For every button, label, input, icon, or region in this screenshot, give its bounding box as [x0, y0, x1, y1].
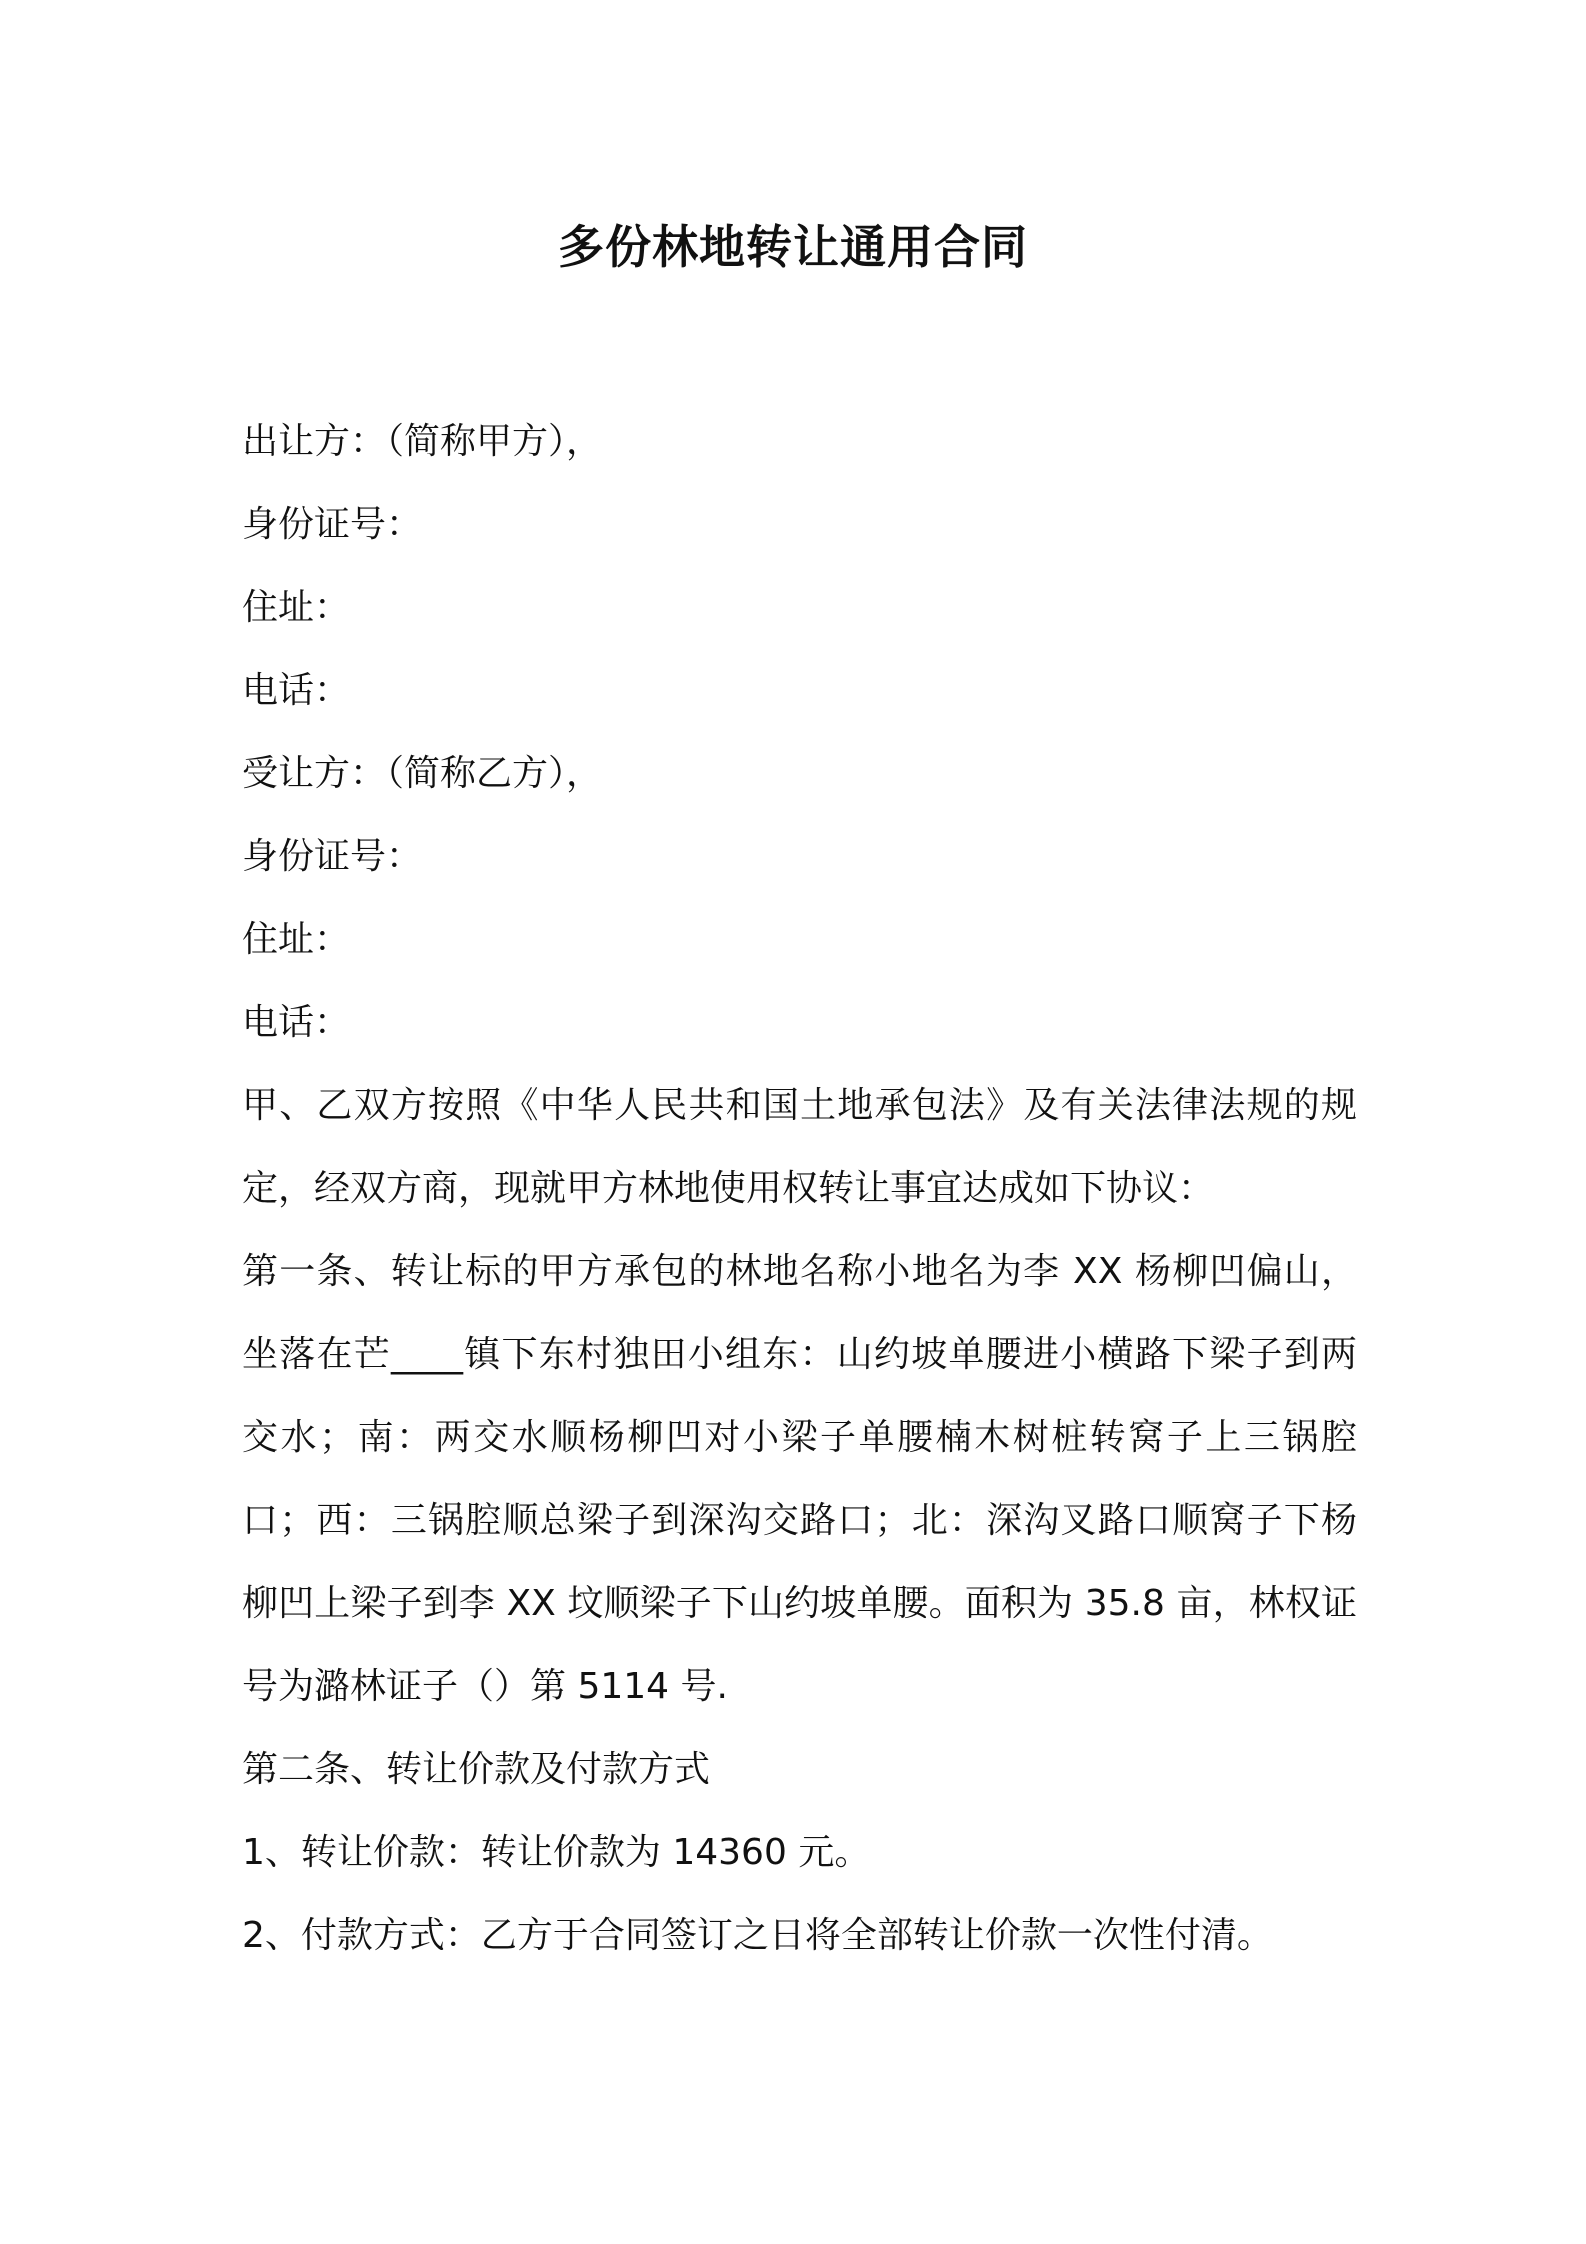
document-title: 多份林地转让通用合同: [558, 220, 1028, 274]
article-2-heading: 第二条、转让价款及付款方式: [242, 1749, 711, 1790]
transferor-line: 出让方：（简称甲方），: [242, 421, 603, 462]
intro-paragraph: 甲、乙双方按照《中华人民共和国土地承包法》及有关法律法规的规定，经双方商，现就甲方林地使用权转让事宜达成如下协议：: [242, 1085, 1357, 1209]
transferor-phone-line: 电话：: [242, 670, 351, 711]
article-2-item-2: 2、付款方式：乙方于合同签订之日将全部转让价款一次性付清。: [242, 1915, 1273, 1956]
transferor-address-line: 住址：: [242, 587, 351, 628]
transferee-id-line: 身份证号：: [242, 836, 423, 877]
transferee-address-line: 住址：: [242, 919, 351, 960]
transferee-line: 受让方：（简称乙方），: [242, 753, 603, 794]
article-1-paragraph: 第一条、转让标的甲方承包的林地名称小地名为李 XX 杨柳凹偏山，坐落在芒____镇下东村独田小组东：山约坡单腰进小横路下梁子到两交水；南：两交水顺杨柳凹对小梁子单腰楠木树桩转窝子上三锅腔口；西：三锅腔顺总梁子到深沟交路口；北：深沟叉路口顺窝子下杨柳凹上梁子到李 XX 坟顺梁子下山约坡单腰。面积为 35.8 亩，林权证号为潞林证子（）第 5114 号.: [242, 1251, 1357, 1707]
transferor-id-line: 身份证号：: [242, 504, 423, 545]
document-body: [242, 400, 1357, 1977]
transferee-phone-line: 电话：: [242, 1002, 351, 1043]
article-2-item-1: 1、转让价款：转让价款为 14360 元。: [242, 1832, 871, 1873]
